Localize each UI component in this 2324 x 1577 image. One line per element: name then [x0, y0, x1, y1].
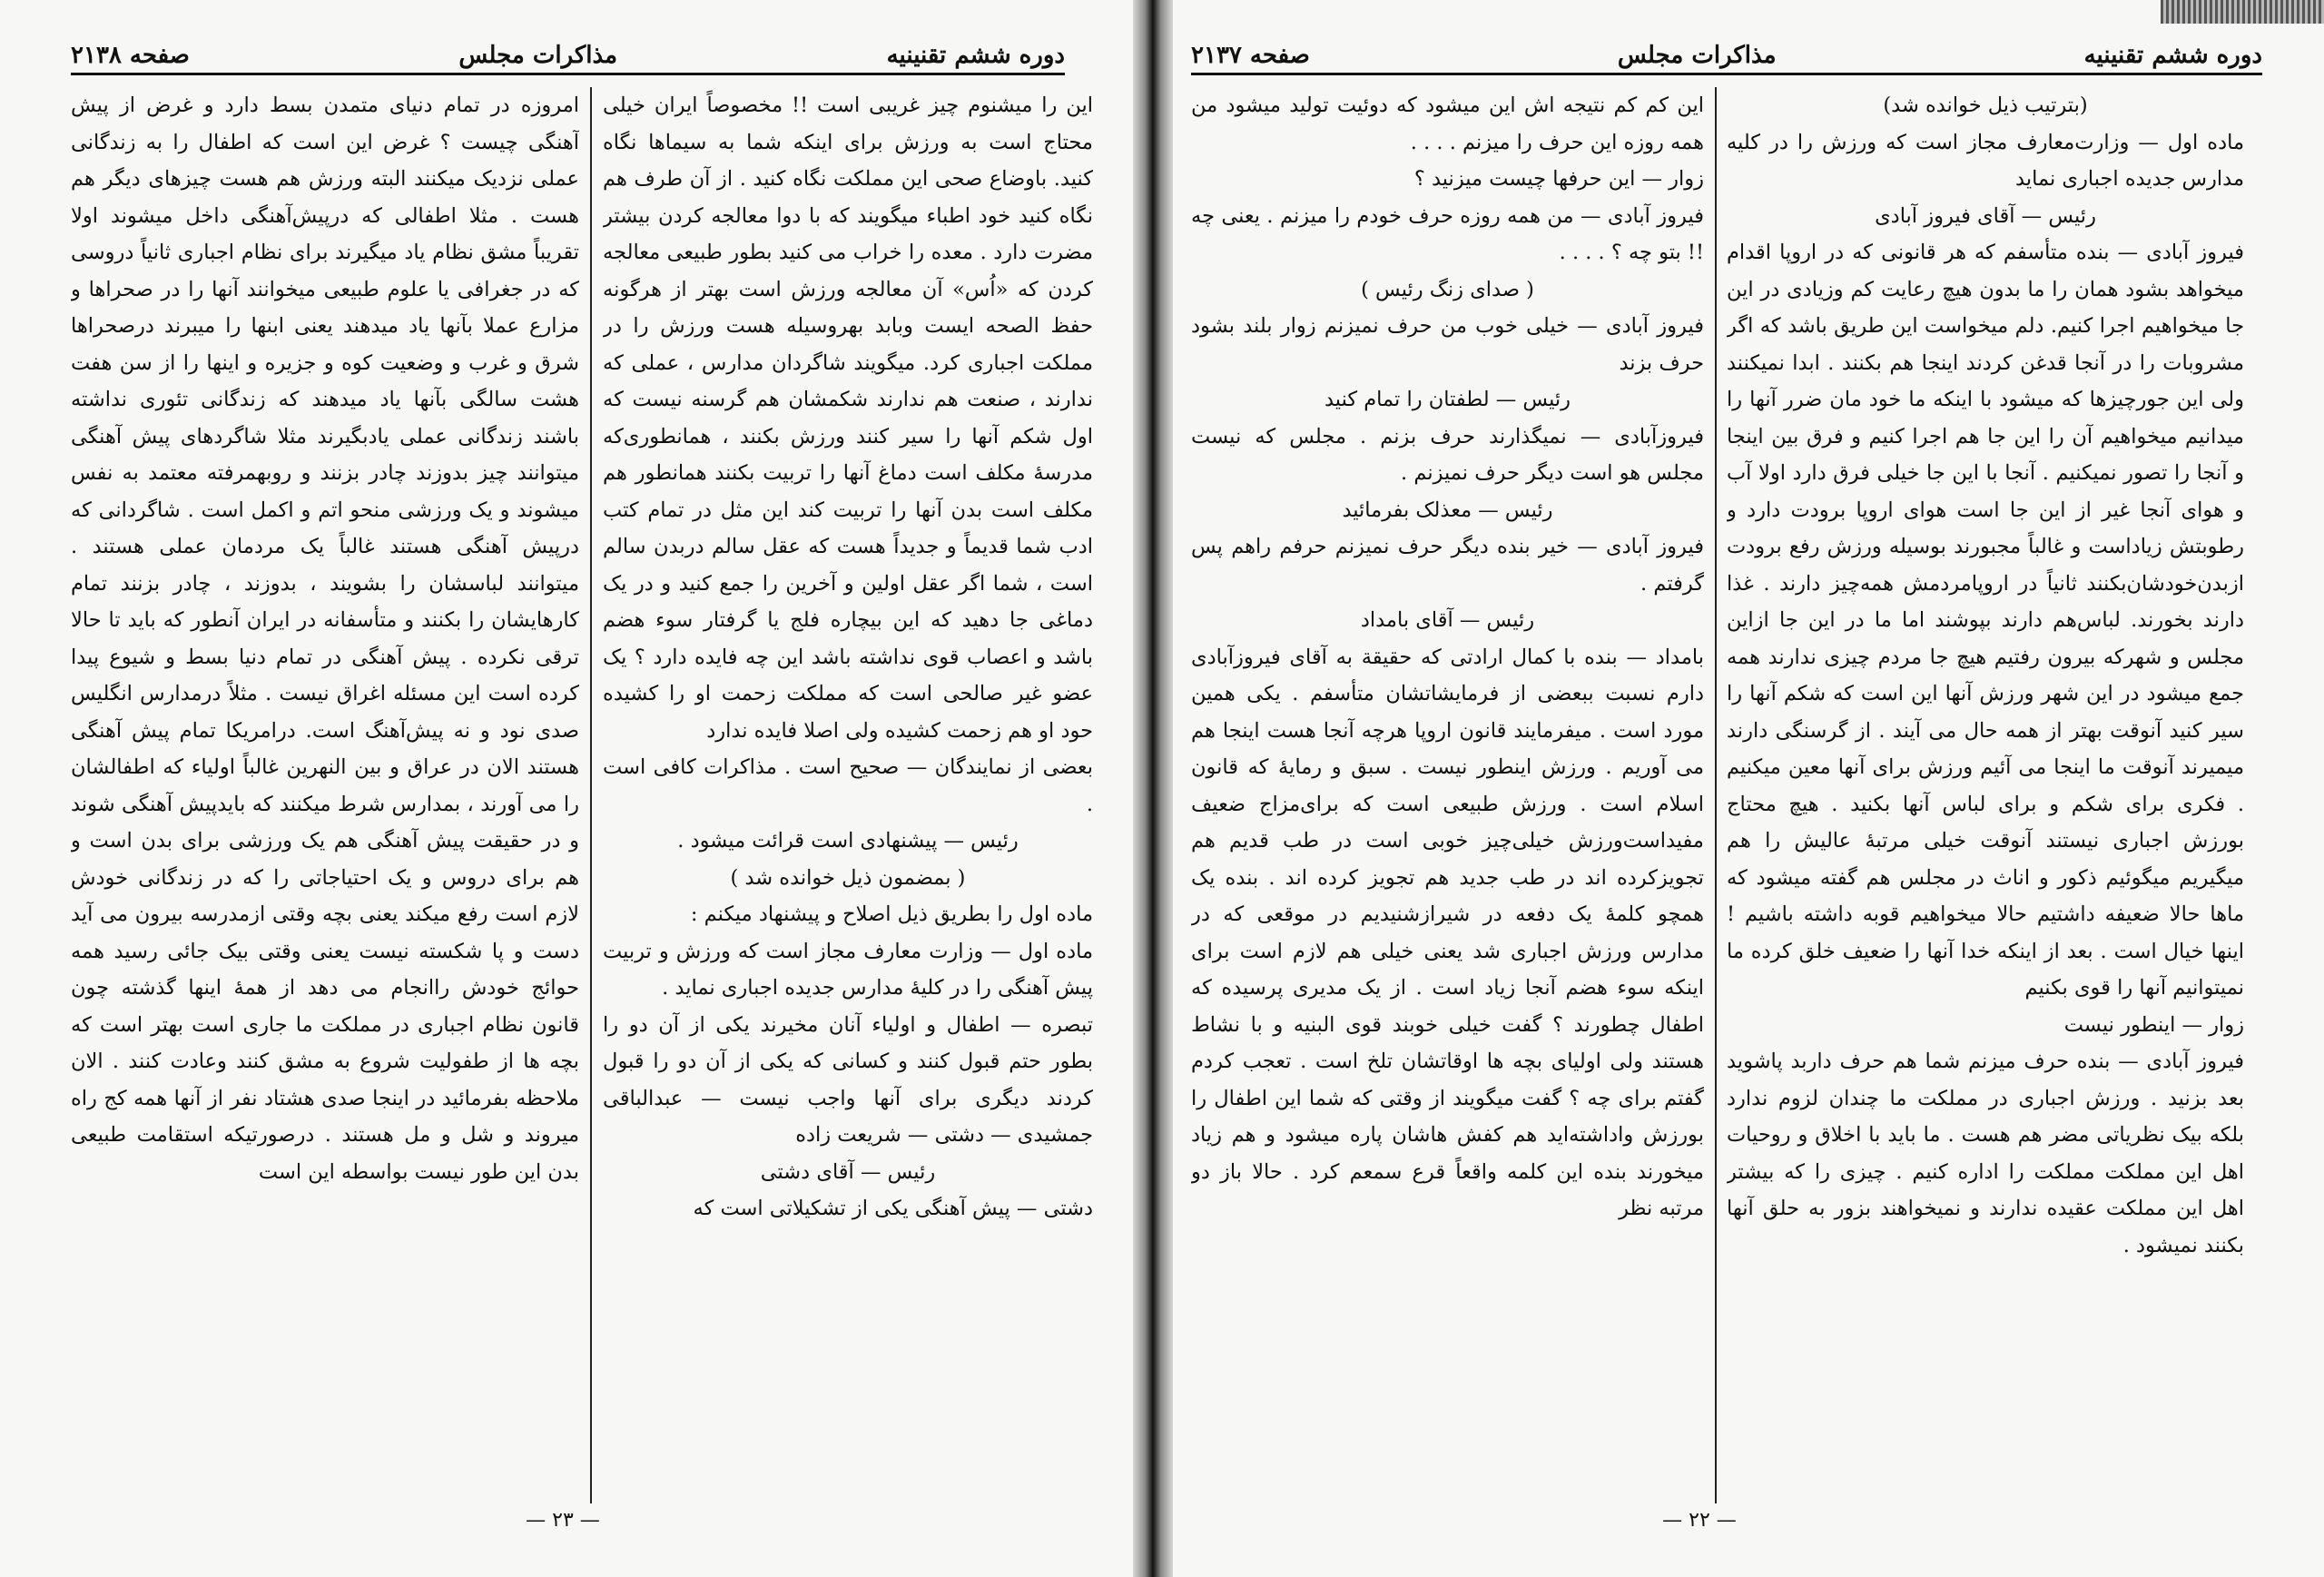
paragraph: این کم کم نتیجه اش این میشود که دوئیت تولید میشود من همه روزه این حرف را میزنم . . . .: [1191, 94, 1704, 154]
right-column-divider: [1715, 87, 1717, 1503]
right-column-1: [1727, 87, 2244, 1503]
left-page-header: [71, 27, 1065, 69]
paragraph: فیروز آبادی — بنده متأسفم که هر قانونی که در اروپا اقدام میخواهد بشود همان را ما بدون هیچ رعایت کم وزیادی در این جا میخواهیم اجرا کنیم. دلم میخواست این طریق باشد که اگر مشروبات را در آنجا قدغن کردند اینجا هم بکنند . ابدا نمیکنند ولی این جورچیزها که میشود با اینکه ما خود مان ضرر آنها را میدانیم میخواهیم آن را این جا هم اجرا کنیم و فرق بین اینجا و آنجا را تصور نمیکنیم . آنجا با این جا خیلی فرق دارد اولا آب و هوای آنجا غیر از این جا است هوای اروپا برودت دارد و رطوبتش زیاداست و غالباً مجبورند بوسیله ورزش رفع برودت ازبدن‌خودشان‌بکنند ثانیاً در اروپامردمش همه‌چیز دارند . غذا دارند بخورند. لباس‌هم دارند بپوشند اما ما در این جا ازاین مجلس و شهرکه بیرون رفتیم هیچ جا مردم چیزی ندارند همه جمع میشود در این شهر ورزش آنها این است که شکم آنها را سیر کنید آنوقت بهتر از همه حال می آیند . از گرسنگی دارند میمیرند آنوقت ما اینجا می آئیم ورزش برای آنها معین میکنیم . فکری برای شکم و برای لباس آنها بکنید . هیچ محتاج بورزش اجباری نیستند آنوقت خیلی مرتبهٔ عالیش را هم میگیریم میگوئیم ذکور و اناث در مجلس هم گفته میشود که ماها حالا ضعیفه داشتیم حالا میخواهیم قوبه داشته باشیم ! اینها خیال است . بعد از اینکه خدا آنها را ضعیف خلق کرده ما نمیتوانیم آنها را قوی بکنیم: [1727, 241, 2244, 1000]
left-column-1: [603, 87, 1093, 1503]
paragraph: فیروز آبادی — خیر بنده دیگر حرف نمیزنم حرفم راهم پس گرفتم .: [1191, 535, 1704, 596]
paragraph: رئیس — آقای دشتی: [760, 1159, 936, 1184]
right-header-session: دوره ششم تقنینیه: [2083, 42, 2262, 69]
paragraph: فیروز آبادی — من همه روزه حرف خودم را میزنم . یعنی چه !! بتو چه ؟ . . . .: [1191, 203, 1704, 264]
right-header-title: مذاکرات مجلس: [1617, 42, 1777, 69]
left-column-2: [71, 87, 579, 1503]
left-page: [0, 0, 1133, 1577]
paragraph: دشتی — پیش آهنگی یکی از تشکیلاتی است که: [693, 1197, 1093, 1220]
paragraph: رئیس — پیشنهادی است قرائت میشود .: [677, 829, 1019, 853]
paragraph: ( بمضمون ذیل خوانده شد ): [730, 865, 966, 890]
book-gutter: [1133, 0, 1173, 1577]
left-column-divider: [590, 87, 592, 1503]
paragraph: (بترتیب ذیل خوانده شد): [1883, 94, 2088, 117]
paragraph: بامداد — بنده با کمال ارادتی که حقیقة به آقای فیروزآبادی دارم نسبت ببعضی از فرمایشاتشان متأسفم . یکی همین مورد است . میفرمایند قانون اروپا هرچه آنجا هست اینجا هم می آوریم . ورزش اینطور نیست . سبق و رمایهٔ که قانون اسلام است . ورزش طبیعی است که برای‌مزاج ضعیف مفیداست‌ورزش خیلی‌چیز خوبی است در طب قدیم هم تجویزکرده اند در طب جدید هم تجویز کرده اند . بنده یک همچو کلمهٔ یک دفعه در شیرازشنیدیم در موقعی که در مدارس ورزش اجباری شد یعنی خیلی هم لازم است برای اینکه سوء هضم آنجا زیاد است . از یک مدیری پرسیده که اطفال چطورند ؟ گفت خیلی خوبند قوی البنیه و با نشاط هستند ولی اولیای بچه ها اوقاتشان تلخ است . تعجب کردم گفتم برای چه ؟ گفت میگویند از وقتی که شما این اطفال را بورزش واداشته‌اید هم کفش هاشان پاره میشود و هم زیاد میخورند بنده این کلمه واقعاً قرع سمعم کرد . حالا باز دو مرتبه نظر: [1191, 645, 1704, 1220]
left-header-rule: [71, 73, 1065, 75]
left-header-page-number: صفحه ۲۱۳۸: [71, 42, 190, 69]
paragraph: ماده اول — وزارت معارف مجاز است که ورزش و تربیت پیش آهنگی را در کلیهٔ مدارس جدیده اجباری نماید .: [603, 939, 1093, 1000]
paragraph: ( صدای زنگ رئیس ): [1361, 277, 1534, 301]
paragraph: تبصره — اطفال و اولیاء آنان مخیرند یکی از آن دو را بطور حتم قبول کنند و کسانی که یکی از آن دو را قبول کردند دیگری برای آنها واجب نیست — عبدالباقی جمشیدی — دشتی — شریعت زاده: [603, 1012, 1093, 1147]
paragraph: ماده اول را بطریق ذیل اصلاح و پیشنهاد میکنم :: [690, 902, 1093, 926]
paragraph: فیروزآبادی — نمیگذارند حرف بزنم . مجلس که نیست مجلس هو است دیگر حرف نمیزنم .: [1191, 424, 1704, 485]
left-folio: — ۲۳ —: [526, 1509, 600, 1532]
right-folio: — ۲۲ —: [1662, 1509, 1737, 1532]
paragraph: امروزه در تمام دنیای متمدن بسط دارد و غرض از پیش آهنگی چیست ؟ غرض این است که اطفال را به زندگانی عملی نزدیک میکنند البته ورزش هم هست چیزهای دیگر هم هست . مثلا اطفالی که درپیش‌آهنگی داخل میشوند اولا تقریباً مشق نظام یاد میگیرند برای نظام اجباری ثانیاً دروسی که در جغرافی یا علوم طبیعی میخوانند آنها را در صحراها و مزارع عملا بآنها یاد میدهند یعنی ابنها را میبرند درصحراها شرق و غرب و وضعیت کوه و جزیره و اینها را از سن هفت هشت سالگی بآنها یاد میدهند که زندگانی تئوری نداشته باشند زندگانی عملی یادبگیرند مثلا شاگردهای پیش آهنگی میتوانند چیز بدوزند چادر بزنند و روبهمرفته معتمد به نفس میشوند و یک ورزشی منحو اتم و اکمل است . شاگردانی که درپیش آهنگی هستند غالباً یک مردمان عملی هستند . میتوانند لباسشان را بشویند ، بدوزند ، چادر بزنند تمام کارهایشان را بکنند و متأسفانه در ایران آنطور که باید تا حالا ترقی نکرده . پیش آهنگی در تمام دنیا بسط و شیوع پیدا کرده است این مسئله اغراق نیست . مثلاً درمدارس انگلیس صدی نود و نه پیش‌آهنگ است. درامریکا تمام پیش آهنگی هستند الان در عراق و بین النهرین غالباً اولیاء که اطفالشان را می آورند ، بمدارس شرط میکنند که بایدپیش آهنگی شوند و در حقیقت پیش آهنگی هم یک ورزشی برای بدن است و هم برای دروس و یک احتیاجاتی را که در زندگانی خودش لازم است رفع میکند یعنی بچه وقتی ازمدرسه بیرون می آید دست و پا شکسته نیست یعنی وقتی بیک جائی رسید همه حوائج خودش راانجام می دهد از همهٔ اینها گذشته چون قانون نظام اجباری در مملکت ما جاری است بهتر است که بچه ها از طفولیت شروع به مشق کنند وعادت کنند . الان ملاحظه بفرمائید در اینجا صدی هشتاد نفر از آنها همه کج راه میروند و شل و مل هستند . درصورتیکه استقامت طبیعی بدن این طور نیست بواسطه این است: [71, 94, 579, 1184]
right-header-rule: [1191, 73, 2262, 75]
left-header-session: دوره ششم تقنینیه: [886, 42, 1065, 69]
paragraph: رئیس — معذلک بفرمائید: [1342, 498, 1553, 522]
right-page: [1173, 0, 2324, 1577]
paragraph: این را میشنوم چیز غریبی است !! مخصوصاً ایران خیلی محتاج است به ورزش برای اینکه شما به سیماها نگاه کنید. باوضاع صحی این مملکت نگاه کنید . از آن طرف هم نگاه کنید خود اطباء میگویند که با دوا معالجه کردن بیشتر مضرت دارد . معده را خراب می کنید بطور طبیعی معالجه کردن که «اُس» آن معالجه ورزش است بهتر از هرگونه حفظ الصحه ایست وبابد بهروسیله هست ورزش را در مملکت اجباری کرد. میگویند شاگردان مدارس ، عملی که ندارند ، صنعت هم ندارند شکمشان هم گرسنه نیست که اول شکم آنها را سیر کنند ورزش بکنند ، همانطوری‌که مدرسهٔ مکلف است دماغ آنها را تربیت بکنند همانطور هم مکلف است بدن آنها را تربیت کند این مثل در تمام کتب ادب شما قدیماً و جدیداً هست که عقل سالم دربدن سالم است ، شما اگر عقل اولین و آخرین را جمع کنید و در یک دماغی جا دهید که این بیچاره فلج یا گرفتار سوء هضم باشد و اعصاب قوی نداشته باشد این چه فایده دارد ؟ یک عضو غیر صالحی است که مملکت زحمت او را کشیده حود او هم زحمت کشیده ولی اصلا فایده ندارد: [603, 94, 1093, 743]
right-page-header: [1191, 27, 2262, 69]
paragraph: بعضی از نمایندگان — صحیح است . مذاکرات کافی است .: [603, 755, 1093, 816]
paragraph: رئیس — آقای فیروز آبادی: [1875, 203, 2096, 228]
right-header-page-number: صفحه ۲۱۳۷: [1191, 42, 1310, 69]
paragraph: فیروز آبادی — خیلی خوب من حرف نمیزنم زوار بلند بشود حرف بزند: [1191, 314, 1704, 375]
paragraph: رئیس — لطفتان را تمام کنید: [1324, 388, 1571, 411]
right-column-2: [1191, 87, 1704, 1503]
paragraph: رئیس — آقای بامداد: [1360, 608, 1535, 632]
paragraph: زوار — این حرفها چیست میزنید ؟: [1413, 167, 1704, 191]
paragraph: زوار — اینطور نیست: [2063, 1012, 2244, 1037]
left-header-title: مذاکرات مجلس: [458, 42, 618, 69]
paragraph: ماده اول — وزارت‌معارف مجاز است که ورزش را در کلیه مدارس جدیده اجباری نماید: [1727, 130, 2244, 191]
paragraph: فیروز آبادی — بنده حرف میزنم شما هم حرف داربد پاشوید بعد بزنید . ورزش اجباری در مملکت ما چندان لزوم ندارد بلکه بیک نظریاتی مضر هم هست . ما باید با اخلاق و روحیات اهل این مملکت مملکت را اداره کنیم . چیزی را که بیشتر اهل این مملکت عقیده ندارند و نمیخواهند بزور به حلق آنها بکنند نمیشود .: [1727, 1050, 2244, 1257]
